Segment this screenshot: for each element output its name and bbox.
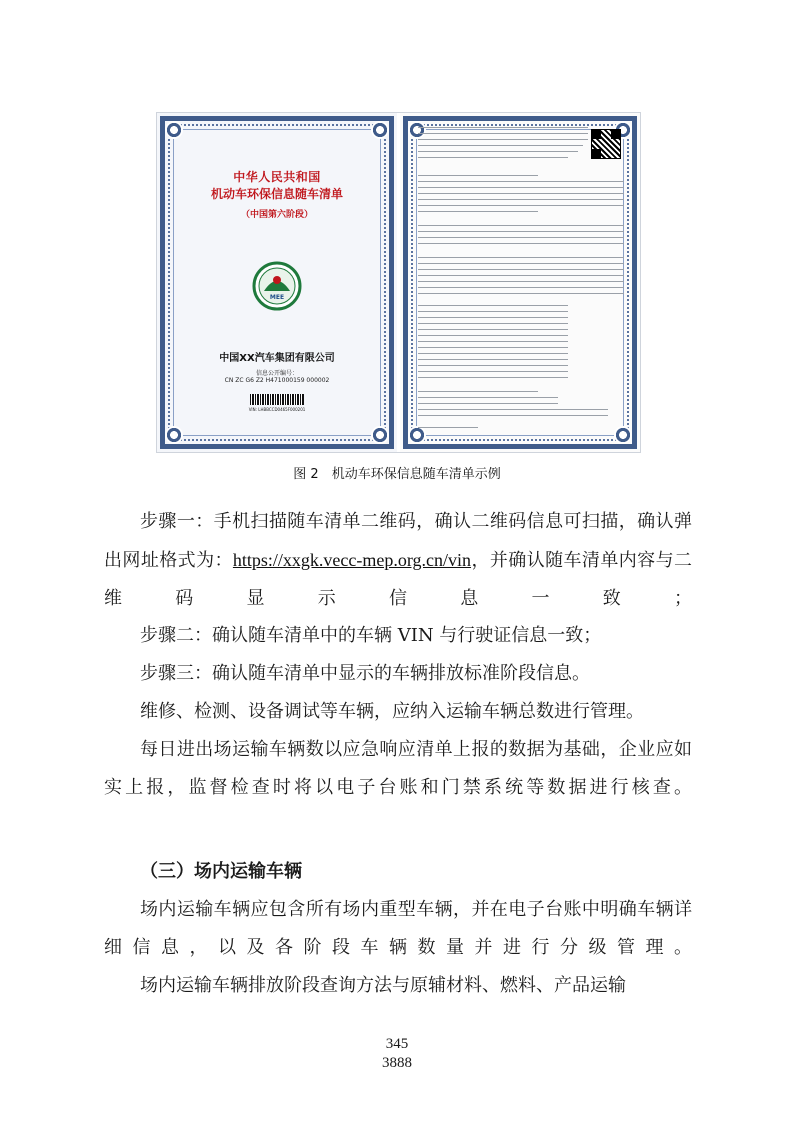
inner-text-line (418, 133, 588, 134)
inner-text-line (418, 187, 624, 188)
inner-text-line (418, 359, 568, 360)
inplant-paragraph: 场内运输车辆应包含所有场内重型车辆，并在电子台账中明确车辆详细信息，以及各阶段车辆数量并进行分级管理。 (104, 899, 692, 958)
step1-text-before: 步骤一：手机扫描随车清单二维码，确认二维码信息可扫描，确认弹出网址格式为： (104, 511, 692, 571)
inner-text-line (418, 329, 568, 330)
inner-text-line (418, 225, 624, 226)
inner-text-line (418, 193, 624, 194)
query-paragraph: 场内运输车辆排放阶段查询方法与原辅材料、燃料、产品运输 (140, 975, 626, 996)
inner-text-line (418, 199, 624, 200)
inner-text-line (418, 263, 624, 264)
inner-text-line (418, 181, 624, 182)
inner-text-line (418, 287, 624, 288)
maintenance-paragraph: 维修、检测、设备调试等车辆，应纳入运输车辆总数进行管理。 (140, 701, 644, 722)
inner-text-line (418, 397, 558, 398)
inner-text-line (418, 427, 478, 428)
inner-text-line (418, 305, 568, 306)
vin-url-link[interactable]: https://xxgk.vecc-mep.org.cn/vin (232, 550, 472, 570)
inner-text-line (418, 371, 568, 372)
certificate-cover (157, 113, 397, 452)
daily-paragraph: 每日进出场运输车辆数以应急响应清单上报的数据为基础，企业应如实上报，监督检查时将以电子台账和门禁系统等数据进行核查。 (104, 739, 692, 798)
page-number: 345 (385, 1036, 409, 1052)
barcode-icon (250, 394, 304, 405)
inner-text-line (418, 175, 538, 176)
inner-text-line (418, 365, 568, 366)
inner-text-line (418, 353, 568, 354)
inner-text-line (418, 211, 538, 212)
inner-text-line (418, 347, 568, 348)
inner-text-line (418, 145, 583, 146)
inner-text-line (418, 391, 538, 392)
certificate-figure (157, 113, 640, 452)
inner-text-line (418, 257, 624, 258)
step1-text-after: ，并确认随车清单内容与二维码显示信息一致； (104, 550, 693, 609)
certificate-inner-page (400, 113, 640, 452)
inner-text-line (418, 237, 624, 238)
inner-text-line (418, 139, 588, 140)
page-number-secondary: 3888 (382, 1055, 412, 1071)
figure-caption: 图 2 机动车环保信息随车清单示例 (293, 467, 501, 482)
cover-info-label: 信息公开编号： (255, 370, 298, 377)
inner-text-line (418, 293, 624, 294)
inner-text-line (418, 403, 558, 404)
inner-text-line (418, 205, 624, 206)
inner-text-line (418, 281, 624, 282)
inner-text-line (418, 335, 568, 336)
qr-code-icon (592, 130, 620, 158)
inner-text-line (418, 275, 624, 276)
cover-vin: VIN: LHBBCCD0465F000201 (248, 407, 306, 412)
cover-title-line2: 机动车环保信息随车清单 (210, 187, 343, 201)
inner-text-line (418, 317, 568, 318)
inner-text-line (418, 157, 568, 158)
inner-text-line (418, 409, 608, 410)
cover-company: 中国XX汽车集团有限公司 (219, 353, 335, 364)
step3-paragraph: 步骤三：确认随车清单中显示的车辆排放标准阶段信息。 (140, 663, 590, 684)
inner-text-line (418, 269, 624, 270)
section-heading-3: （三）场内运输车辆 (140, 861, 302, 882)
cover-info-number: CN ZC G6 Z2 H471000159 000002 (224, 377, 330, 384)
inner-text-line (418, 151, 578, 152)
step2-paragraph: 步骤二：确认随车清单中的车辆 VIN 与行驶证信息一致； (140, 625, 602, 646)
emblem-text: MEE (269, 294, 285, 301)
mee-emblem-icon (252, 261, 302, 311)
inner-text-line (418, 377, 568, 378)
inner-text-line (418, 311, 568, 312)
cover-title-line3: （中国第六阶段） (240, 210, 313, 220)
inner-text-line (418, 243, 624, 244)
inner-text-line (418, 415, 608, 416)
inner-text-line (418, 127, 588, 128)
inner-text-line (418, 341, 568, 342)
inner-text-line (418, 323, 568, 324)
cover-title-line1: 中华人民共和国 (233, 170, 321, 184)
inner-text-line (418, 231, 624, 232)
step1-paragraph (104, 503, 692, 618)
